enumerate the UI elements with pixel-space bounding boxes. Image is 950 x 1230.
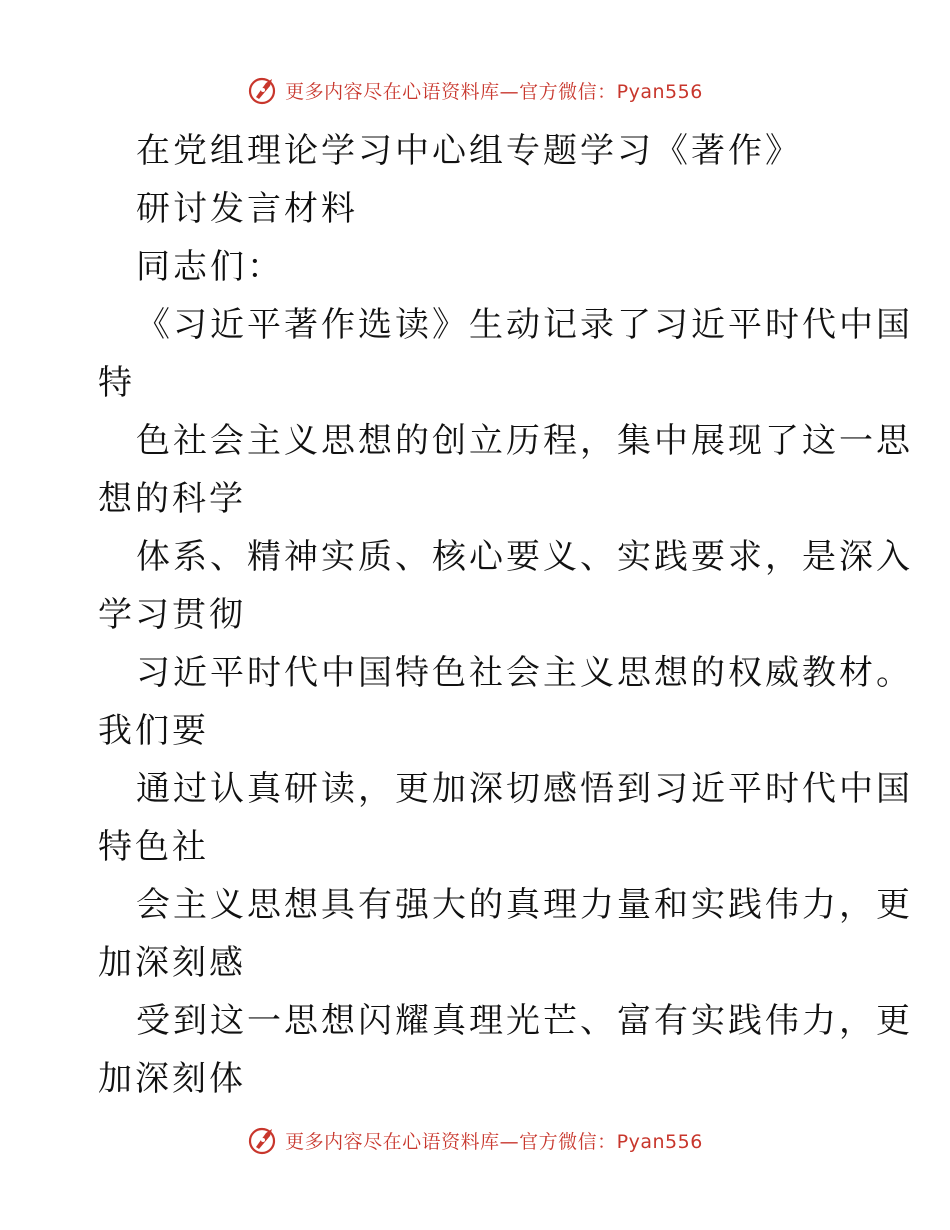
doc-line-salutation: 同志们： [136, 247, 284, 287]
doc-line: 学习贯彻 [98, 595, 246, 635]
doc-line: 《习近平著作选读》生动记录了习近平时代中国 [136, 305, 913, 345]
doc-line: 会主义思想具有强大的真理力量和实践伟力，更 [136, 885, 913, 925]
header-watermark [0, 72, 950, 108]
watermark-text: 更多内容尽在心语资料库—官方微信：Pyan556 [285, 1130, 703, 1153]
doc-line: 特 [98, 363, 135, 403]
doc-line: 特色社 [98, 827, 209, 867]
pen-nib-logo-icon [247, 1124, 279, 1156]
doc-line: 体系、精神实质、核心要义、实践要求，是深入 [136, 537, 913, 577]
doc-line-title: 在党组理论学习中心组专题学习《著作》 [136, 131, 802, 171]
document-body [98, 122, 913, 1108]
doc-line: 色社会主义思想的创立历程，集中展现了这一思 [136, 421, 913, 461]
doc-line: 习近平时代中国特色社会主义思想的权威教材。 [136, 653, 913, 693]
doc-line: 加深刻感 [98, 943, 246, 983]
doc-line: 我们要 [98, 711, 209, 751]
watermark-text: 更多内容尽在心语资料库—官方微信：Pyan556 [285, 80, 703, 103]
pen-nib-logo-icon [247, 74, 279, 106]
footer-watermark [0, 1122, 950, 1158]
doc-line: 受到这一思想闪耀真理光芒、富有实践伟力，更 [136, 1001, 913, 1041]
doc-line: 通过认真研读，更加深切感悟到习近平时代中国 [136, 769, 913, 809]
doc-line: 想的科学 [98, 479, 246, 519]
doc-line-subtitle: 研讨发言材料 [136, 189, 358, 229]
doc-line: 加深刻体 [98, 1059, 246, 1099]
